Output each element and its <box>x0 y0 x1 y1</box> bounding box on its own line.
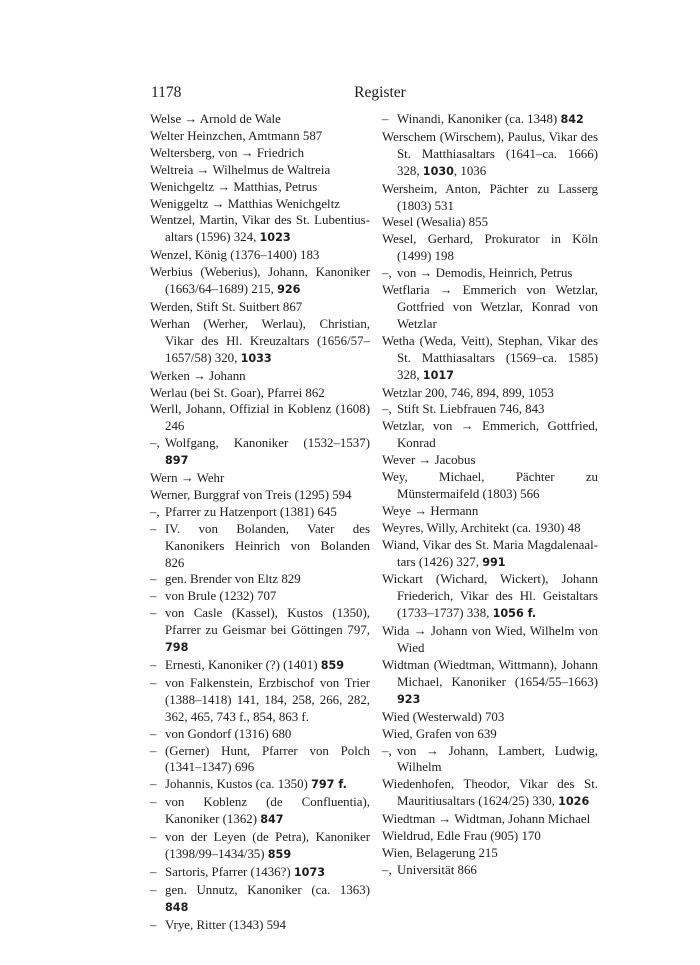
entry-text: Werden, Stift St. Suitbert 867 <box>150 299 303 314</box>
entry-dash: – <box>150 777 157 792</box>
entry-page-ref-bold: 842 <box>560 113 584 126</box>
entry-text: Wey, Michael, Pächter zu Münstermaifeld (1803) 566 <box>382 470 598 501</box>
index-entry <box>150 521 370 572</box>
index-entry <box>382 401 598 418</box>
entry-text: Wied (Westerwald) 703 <box>382 709 505 724</box>
entry-text: Vrye, Ritter (1343) 594 <box>165 917 286 932</box>
entry-page-ref-bold: 1073 <box>293 865 326 879</box>
index-column-right <box>382 111 598 879</box>
index-entry <box>150 247 370 264</box>
entry-text: Weltreia → Wilhelmus de Waltreia <box>150 162 331 177</box>
index-entry <box>150 487 370 504</box>
index-entry <box>150 162 370 179</box>
entry-text: Stift St. Liebfrauen 746, 843 <box>397 402 545 417</box>
entry-page-ref-bold: 859 <box>267 847 292 861</box>
entry-text: Wied, Grafen von 639 <box>382 726 497 741</box>
index-column-left <box>150 111 370 934</box>
entry-page-ref-bold: 1017 <box>422 368 454 382</box>
entry-page-ref-tail: , 1036 <box>453 163 487 178</box>
index-entry <box>150 179 370 196</box>
running-title: Register <box>354 84 406 101</box>
entry-text: Winandi, Kanoniker (ca. 1348) <box>397 112 561 126</box>
index-entry <box>382 811 598 828</box>
index-entry <box>150 605 370 657</box>
entry-text: Weyres, Willy, Architekt (ca. 1930) 48 <box>382 520 581 535</box>
entry-text: von → Demodis, Heinrich, Petrus <box>397 266 573 281</box>
entry-dash: – <box>150 743 157 758</box>
entry-text: Ernesti, Kanoniker (?) (1401) <box>165 658 321 672</box>
entry-dash: – <box>150 795 157 810</box>
entry-text: Sartoris, Pfarrer (1436?) <box>165 864 294 879</box>
index-entry <box>150 368 370 385</box>
entry-dash: – <box>150 589 157 604</box>
entry-dash: –, <box>382 743 392 758</box>
entry-text: Wesel (Wesalia) 855 <box>382 215 489 230</box>
entry-text: von Koblenz (de Confluentia), Kanoniker (1362) <box>165 795 370 827</box>
entry-dash: – <box>150 864 157 879</box>
index-entry <box>150 571 370 588</box>
index-entry <box>382 776 598 811</box>
entry-text: Wida → Johann von Wied, Wilhelm von Wied <box>382 624 598 656</box>
entry-text: Wetzlar 200, 746, 894, 899, 1053 <box>382 385 554 400</box>
index-entry <box>150 743 370 777</box>
entry-page-ref-bold: 1033 <box>240 351 272 365</box>
entry-page-ref-bold: 923 <box>397 692 421 706</box>
entry-text: (Gerner) Hunt, Pfarrer von Polch (1341–1347) 696 <box>165 743 370 775</box>
entry-dash: – <box>150 882 157 897</box>
entry-text: Wenichgeltz → Matthias, Petrus <box>150 179 318 194</box>
index-entry <box>150 726 370 743</box>
entry-text: von der Leyen (de Petra), Kanoniker (1398/99–1434/35) <box>165 830 370 861</box>
index-entry <box>150 264 370 299</box>
entry-text: Wiand, Vikar des St. Maria Magdalenaal-tars (1426) 327, <box>382 537 598 569</box>
index-entry <box>150 212 370 247</box>
index-entry <box>382 571 598 623</box>
entry-text: Wien, Belagerung 215 <box>382 845 498 860</box>
entry-text: von Brule (1232) 707 <box>165 589 277 604</box>
entry-text: gen. Unnutz, Kanoniker (ca. 1363) <box>165 882 370 897</box>
index-entry <box>382 469 598 503</box>
entry-page-ref-bold: 1026 <box>558 795 590 809</box>
entry-dash: – <box>150 675 157 690</box>
index-entry <box>382 452 598 469</box>
index-entry <box>382 418 598 452</box>
entry-page-ref-bold: 1056 f. <box>492 607 537 621</box>
entry-text: Werhan (Werher, Werlau), Christian, Vikar des Hl. Kreuzaltars (1656/57–1657/58) 320, <box>150 316 370 365</box>
entry-page-ref-bold: 1030 <box>422 164 454 178</box>
entry-text: gen. Brender von Eltz 829 <box>165 572 301 587</box>
entry-text: von Falkenstein, Erzbischof von Trier (1388–1418) 141, 184, 258, 266, 282, 362, 465, 743 f., 854, 863 f. <box>165 675 370 724</box>
index-entry <box>382 265 598 282</box>
index-entry <box>382 231 598 265</box>
entry-dash: – <box>382 112 389 126</box>
entry-text: Wetha (Weda, Veitt), Stephan, Vikar des St. Matthiasaltars (1569–ca. 1585) 328, <box>382 333 598 382</box>
index-entry <box>382 129 598 181</box>
entry-dash: –, <box>382 402 392 417</box>
index-entry <box>150 401 370 435</box>
entry-text: Weye → Hermann <box>382 503 479 518</box>
index-entry <box>150 145 370 162</box>
index-entry <box>382 709 598 726</box>
index-entry <box>382 845 598 862</box>
entry-dash: –, <box>150 436 160 451</box>
entry-text: IV. von Bolanden, Vater des Kanonikers Heinrich von Bolanden 826 <box>165 521 370 570</box>
index-entry <box>150 588 370 605</box>
entry-text: Werll, Johann, Offizial in Koblenz (1608) 246 <box>150 402 370 434</box>
entry-text: Wolfgang, Kanoniker (1532–1537) <box>165 436 370 451</box>
entry-text: Werlau (bei St. Goar), Pfarrei 862 <box>150 385 325 400</box>
page-number: 1178 <box>151 84 182 101</box>
index-entry <box>382 385 598 402</box>
index-entry <box>150 196 370 213</box>
index-entry <box>382 333 598 385</box>
entry-text: Werschem (Wirschem), Paulus, Vikar des St. Matthiasaltars (1641–ca. 1666) 328, <box>382 129 598 178</box>
entry-text: Werner, Burggraf von Treis (1295) 594 <box>150 487 352 502</box>
index-entry <box>150 316 370 368</box>
entry-text: Welter Heinzchen, Amtmann 587 <box>150 128 323 143</box>
entry-text: Wersheim, Anton, Pächter zu Lasserg (1803) 531 <box>382 181 598 213</box>
entry-text: Wickart (Wichard, Wickert), Johann Friederich, Vikar des Hl. Geistaltars (1733–1737) 338, <box>382 572 598 621</box>
entry-text: Wiedenhofen, Theodor, Vikar des St. Mauritiusaltars (1624/25) 330, <box>382 777 598 809</box>
entry-page-ref-bold: 798 <box>165 641 189 655</box>
index-entry <box>150 111 370 128</box>
index-entry <box>382 743 598 777</box>
index-entry <box>382 282 598 333</box>
entry-dash: –, <box>150 504 160 519</box>
entry-dash: – <box>150 658 157 672</box>
entry-dash: – <box>150 606 157 621</box>
entry-text: von → Johann, Lambert, Ludwig, Wilhelm <box>397 743 598 775</box>
entry-text: von Gondorf (1316) 680 <box>165 726 292 741</box>
index-entry <box>150 504 370 521</box>
entry-text: Wiedtman → Widtman, Johann Michael <box>382 812 591 827</box>
index-entry <box>382 537 598 572</box>
entry-text: Wetzlar, von → Emmerich, Gottfried, Konrad <box>382 419 598 451</box>
entry-text: Johannis, Kustos (ca. 1350) <box>165 777 312 792</box>
entry-dash: –, <box>382 862 392 877</box>
entry-text: Wesel, Gerhard, Prokurator in Köln (1499) 198 <box>382 232 598 264</box>
entry-text: von Casle (Kassel), Kustos (1350), Pfarrer zu Geismar bei Göttingen 797, <box>165 606 370 638</box>
index-entry <box>150 435 370 470</box>
index-entry <box>382 726 598 743</box>
index-entry <box>382 657 598 709</box>
entry-dash: – <box>150 726 157 741</box>
entry-page-ref-bold: 848 <box>165 900 189 914</box>
entry-text: Weniggeltz → Matthias Wenichgeltz <box>150 196 340 211</box>
index-entry <box>382 520 598 537</box>
entry-text: Werbius (Weberius), Johann, Kanoniker (1663/64–1689) 215, <box>150 265 370 297</box>
entry-text: Welse → Arnold de Wale <box>150 112 281 126</box>
index-entry <box>150 657 370 675</box>
entry-page-ref-bold: 859 <box>320 659 345 672</box>
entry-text: Wern → Wehr <box>150 471 225 486</box>
index-entry <box>382 862 598 879</box>
entry-dash: – <box>150 917 157 932</box>
entry-text: Widtman (Wiedtman, Wittmann), Johann Michael, Kanoniker (1654/55–1663) <box>382 658 598 689</box>
entry-page-ref-bold: 897 <box>165 454 189 468</box>
index-entry <box>150 776 370 794</box>
entry-text: Wever → Jacobus <box>382 453 476 468</box>
entry-dash: – <box>150 830 157 845</box>
index-entry <box>382 181 598 215</box>
index-entry <box>382 623 598 657</box>
entry-text: Werken → Johann <box>150 368 246 383</box>
index-entry <box>382 111 598 129</box>
entry-page-ref-bold: 1023 <box>259 231 291 245</box>
entry-page-ref-bold: 797 f. <box>311 778 347 792</box>
index-entry <box>382 214 598 231</box>
entry-page-ref-bold: 991 <box>482 555 506 569</box>
index-entry <box>150 675 370 726</box>
entry-dash: – <box>150 521 157 536</box>
entry-dash: –, <box>382 266 392 281</box>
index-entry <box>150 864 370 882</box>
index-entry <box>382 503 598 520</box>
index-entry <box>150 299 370 316</box>
index-entry <box>150 917 370 934</box>
entry-text: Wieldrud, Edle Frau (905) 170 <box>382 829 541 844</box>
index-entry <box>150 470 370 487</box>
index-entry <box>150 385 370 402</box>
index-entry <box>150 128 370 145</box>
entry-text: Wentzel, Martin, Vikar des St. Lubentius-altars (1596) 324, <box>150 213 370 245</box>
index-entry <box>382 828 598 845</box>
entry-text: Wenzel, König (1376–1400) 183 <box>150 248 320 263</box>
index-entry <box>150 794 370 829</box>
entry-text: Weltersberg, von → Friedrich <box>150 145 305 160</box>
index-entry <box>150 882 370 917</box>
entry-text: Wetflaria → Emmerich von Wetzlar, Gottfried von Wetzlar, Konrad von Wetzlar <box>382 283 598 331</box>
entry-dash: – <box>150 572 157 587</box>
entry-page-ref-bold: 926 <box>277 283 301 297</box>
entry-text: Universität 866 <box>397 862 477 877</box>
entry-text: Pfarrer zu Hatzenport (1381) 645 <box>165 504 337 519</box>
entry-page-ref-bold: 847 <box>260 813 284 827</box>
index-entry <box>150 829 370 864</box>
